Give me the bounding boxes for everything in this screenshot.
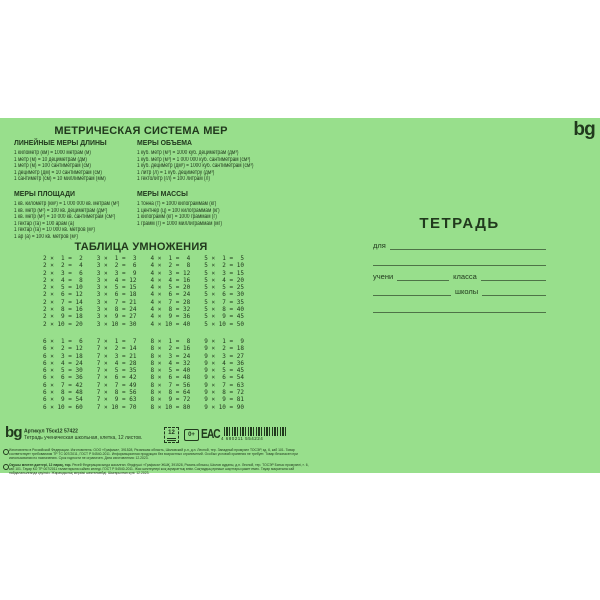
notebook-cover-card	[0, 118, 600, 473]
multiplication-equation: 4 × 4 = 16	[150, 276, 191, 284]
multiplication-equation: 9 × 10 = 90	[204, 403, 244, 411]
multiplication-equation: 2 × 2 = 4	[43, 262, 83, 270]
write-in-line	[481, 271, 546, 281]
legal-text-kz-wrap	[9, 463, 311, 478]
multiplication-equation: 6 × 6 = 36	[43, 374, 83, 382]
legal-text-ru: Изготовлено в Российской Федерации. Изготовитель: ООО «Графика», 391528, Рязанская область, Шиловский р-н, д.п. Лесной, тер. Западный промузел ТОСЭР, зд. 6, каб 101. Товар соответствует требованиям ТР ТС 007/2011, ГОСТ Р 54540-2011. Информационная продукция без возрастных ограничений. Особых условий хранения не требует. Товар безопасен при использовании по назначению. Срок годности не ограничен. Дата изготовления: 12.2023.	[9, 448, 298, 460]
measure-line: 1 куб. дециметр (дм³) = 1000 куб. сантиметрам (см³)	[137, 163, 254, 169]
write-in-line	[373, 286, 451, 296]
multiplication-equation: 3 × 1 = 3	[96, 255, 137, 262]
multiplication-equation: 5 × 1 = 5	[204, 255, 244, 262]
measure-line: 1 километр (км) = 1000 метрам (м)	[14, 150, 91, 156]
legal-kz-body: Ресей Федерациясында жасалған. Өндіруші: «Графика» ЖШҚ, 391528, Рязань облысы, Шилов ауданы, д.п. Лесной, тер. ТОСЭР Батыс промузелі, ғ. 6, каб 101. Тауар КО ТР 007/2011 талаптарына сәйкес келеді. ГОСТ Р 54540-2011. Жас шектеулері жоқ ақпараттық өнім. Сақтаудың ерекше шарттары қажет емес. Тауар мақсатына сай пайдаланылғанда қауіпсіз. Жарамдылық мерзімі шектелмейді. Шығарылған күні: 12.2023.	[9, 463, 309, 475]
multiplication-equation: 2 × 7 = 14	[43, 298, 83, 306]
multiplication-equation: 7 × 6 = 42	[96, 374, 137, 382]
section-lines	[14, 201, 146, 240]
section-lines	[14, 150, 129, 183]
label-class: класса	[453, 272, 477, 281]
multiplication-equation: 3 × 3 = 9	[96, 269, 137, 277]
barcode-icon	[224, 427, 286, 436]
multiplication-equation: 7 × 9 = 63	[96, 396, 137, 404]
multiplication-equation: 7 × 10 = 70	[96, 403, 137, 411]
multiplication-equation: 7 × 8 = 56	[96, 389, 137, 397]
write-in-line	[397, 271, 449, 281]
brand-logo: bg	[573, 119, 595, 140]
section-title: МЕРЫ ПЛОЩАДИ	[14, 189, 75, 198]
section-lines	[137, 201, 243, 227]
multiplication-equation: 5 × 4 = 20	[204, 276, 244, 284]
multiplication-equation: 6 × 10 = 60	[43, 403, 83, 411]
multiplication-equation: 3 × 10 = 30	[96, 320, 137, 328]
multiplication-equation: 5 × 7 = 35	[204, 298, 244, 306]
multiplication-equation: 9 × 9 = 81	[204, 396, 244, 404]
section-title: ЛИНЕЙНЫЕ МЕРЫ ДЛИНЫ	[14, 138, 107, 147]
multiplication-equation: 8 × 2 = 16	[150, 345, 191, 353]
multiplication-equation: 6 × 3 = 18	[43, 352, 83, 360]
tetrad-title: ТЕТРАДЬ	[419, 215, 500, 232]
legal-text-ru-wrap	[9, 448, 311, 463]
write-in-line	[390, 240, 546, 250]
multiplication-equation: 4 × 10 = 40	[150, 320, 191, 328]
multiplication-equation: 6 × 9 = 54	[43, 396, 83, 404]
multiplication-equation: 2 × 1 = 2	[43, 255, 83, 262]
measure-line: 1 кв. километр (км²) = 1 000 000 кв. метрам (м²)	[14, 201, 120, 207]
multiplication-equation: 3 × 2 = 6	[96, 262, 137, 270]
multiplication-equation: 9 × 7 = 63	[204, 381, 244, 389]
multiplication-equation: 4 × 2 = 8	[150, 262, 191, 270]
multiplication-equation: 9 × 2 = 18	[204, 345, 244, 353]
multiplication-equation: 5 × 9 = 45	[204, 313, 244, 321]
multiplication-equation: 4 × 1 = 4	[150, 255, 191, 262]
barcode-number: 4 680211 554224	[221, 436, 264, 441]
multiplication-equation: 3 × 4 = 12	[96, 276, 137, 284]
measure-line: 1 литр (л) = 1 куб. дециметру (дм³)	[137, 169, 215, 176]
measure-line: 1 ар (а) = 100 кв. метров (м²)	[14, 233, 78, 240]
multiplication-equation: 6 × 7 = 42	[43, 381, 83, 389]
measure-line: 1 сантиметр (см) = 10 миллиметрам (мм)	[14, 176, 106, 182]
age-rating-badge: 0+	[184, 429, 199, 441]
measure-line: 1 килограмм (кг) = 1000 граммам (г)	[137, 214, 217, 220]
multiplication-equation: 6 × 8 = 48	[43, 389, 83, 397]
write-in-line	[482, 286, 546, 296]
tetrad-row-for	[373, 240, 546, 250]
barcode-number-wrap	[221, 436, 291, 442]
tetrad-row-pupil-class	[373, 271, 546, 281]
multiplication-equation: 7 × 1 = 7	[96, 338, 137, 345]
multiplication-equation: 8 × 3 = 24	[150, 352, 191, 360]
multiplication-equation: 4 × 5 = 20	[150, 284, 191, 292]
product-info	[24, 428, 159, 446]
multiplication-equation: 5 × 3 = 15	[204, 269, 244, 277]
measure-line: 1 куб. метр (м³) = 1 000 000 куб. сантиметрам (см³)	[137, 156, 251, 163]
multiplication-column	[204, 338, 244, 411]
measure-line: 1 кв. метр (м²) = 100 кв. дециметрам (дм²)	[14, 207, 108, 214]
label-for: для	[373, 241, 386, 250]
section-volume-measures	[137, 138, 283, 183]
label-pupil: учени	[373, 272, 394, 281]
multiplication-equation: 4 × 7 = 28	[150, 298, 191, 306]
measure-line: 1 грамм (г) = 1000 миллиграммам (мг)	[137, 220, 222, 227]
multiplication-equation: 5 × 10 = 50	[204, 320, 244, 328]
multiplication-column	[204, 255, 244, 328]
legal-kz-lead: Оқушы мектеп дәптері, 12 парақ, тор.	[9, 463, 72, 467]
multiplication-equation: 2 × 6 = 12	[43, 291, 83, 299]
eac-conformity-icon: ЕАС	[201, 426, 220, 441]
write-in-line	[373, 256, 546, 266]
multiplication-equation: 8 × 8 = 64	[150, 389, 191, 397]
brand-logo-small: bg	[5, 424, 22, 441]
multiplication-column	[151, 338, 191, 411]
section-title: МЕРЫ МАССЫ	[137, 189, 188, 198]
multiplication-equation: 8 × 6 = 48	[150, 374, 191, 382]
section-mass-measures	[137, 189, 243, 227]
multiplication-equation: 4 × 3 = 12	[150, 269, 191, 277]
tetrad-row-school	[373, 286, 546, 296]
multiplication-equation: 3 × 7 = 21	[96, 298, 137, 306]
tetrad-row-blank	[373, 256, 546, 266]
measure-line: 1 тонна (т) = 1000 килограммам (кг)	[137, 201, 217, 207]
measure-line: 1 гектолитр (гл) = 100 литрам (л)	[137, 176, 210, 182]
measure-line: 1 куб. метр (м³) = 1000 куб. дециметрам (дм³)	[137, 150, 239, 156]
multiplication-equation: 8 × 9 = 72	[150, 396, 191, 404]
section-area-measures	[14, 189, 146, 240]
multiplication-equation: 6 × 2 = 12	[43, 345, 83, 353]
multiplication-block-6-9	[43, 338, 244, 411]
sheet-count-icon	[164, 427, 179, 443]
multiplication-column	[43, 255, 83, 328]
section-lines	[137, 150, 283, 183]
measure-line: 1 метр (м) = 10 дециметрам (дм)	[14, 156, 87, 163]
multiplication-equation: 4 × 9 = 36	[150, 313, 191, 321]
multiplication-equation: 3 × 6 = 18	[96, 291, 137, 299]
multiplication-column	[151, 255, 191, 328]
legal-text-kz	[9, 463, 311, 475]
multiplication-column	[43, 338, 83, 411]
multiplication-equation: 6 × 5 = 30	[43, 367, 83, 375]
multiplication-equation: 2 × 8 = 16	[43, 306, 83, 314]
multiplication-equation: 5 × 5 = 25	[204, 284, 244, 292]
measure-line: 1 дециметр (дм) = 10 сантиметрам (см)	[14, 169, 102, 176]
measure-line: 1 кв. метр (м²) = 10 000 кв. сантиметрам (см²)	[14, 214, 116, 220]
multiplication-equation: 8 × 7 = 56	[150, 381, 191, 389]
multiplication-equation: 9 × 3 = 27	[204, 352, 244, 360]
multiplication-equation: 9 × 6 = 54	[204, 374, 244, 382]
multiplication-equation: 5 × 6 = 30	[204, 291, 244, 299]
section-linear-measures	[14, 138, 129, 183]
multiplication-table-title: ТАБЛИЦА УМНОЖЕНИЯ	[74, 241, 208, 253]
multiplication-equation: 3 × 8 = 24	[96, 306, 137, 314]
measure-line: 1 гектар (га) = 100 арам (а)	[14, 220, 75, 227]
multiplication-equation: 7 × 7 = 49	[96, 381, 137, 389]
product-description: Тетрадь ученическая школьная, клетка, 12 листов.	[24, 435, 143, 441]
metric-system-title: МЕТРИЧЕСКАЯ СИСТЕМА МЕР	[54, 125, 228, 137]
multiplication-equation: 4 × 8 = 32	[150, 306, 191, 314]
measure-line: 1 центнер (ц) = 100 килограммам (кг)	[137, 207, 220, 214]
sheet-count-value: 12	[168, 429, 175, 436]
multiplication-equation: 8 × 10 = 80	[150, 403, 191, 411]
measure-line: 1 гектар (га) = 10 000 кв. метров (м²)	[14, 227, 95, 233]
multiplication-equation: 7 × 5 = 35	[96, 367, 137, 375]
multiplication-block-2-5	[43, 255, 244, 328]
multiplication-equation: 2 × 9 = 18	[43, 313, 83, 321]
multiplication-equation: 2 × 3 = 6	[43, 269, 83, 277]
multiplication-column	[97, 255, 137, 328]
tetrad-row-blank	[373, 303, 546, 313]
multiplication-equation: 6 × 4 = 24	[43, 359, 83, 367]
artikul-text: Артикул Т5ск12 57422	[24, 428, 78, 434]
measure-line: 1 метр (м) = 100 сантиметрам (см)	[14, 163, 91, 169]
multiplication-equation: 5 × 2 = 10	[204, 262, 244, 270]
multiplication-equation: 2 × 5 = 10	[43, 284, 83, 292]
multiplication-equation: 8 × 5 = 40	[150, 367, 191, 375]
multiplication-equation: 9 × 5 = 45	[204, 367, 244, 375]
label-school: школы	[455, 287, 479, 296]
multiplication-equation: 9 × 1 = 9	[204, 338, 244, 345]
multiplication-equation: 4 × 6 = 24	[150, 291, 191, 299]
ruled-lines-glyph	[167, 437, 176, 441]
multiplication-equation: 9 × 8 = 72	[204, 389, 244, 397]
multiplication-equation: 7 × 4 = 28	[96, 359, 137, 367]
write-in-line	[373, 303, 546, 313]
multiplication-equation: 3 × 5 = 15	[96, 284, 137, 292]
section-title: МЕРЫ ОБЪЕМА	[137, 138, 193, 147]
multiplication-equation: 5 × 8 = 40	[204, 306, 244, 314]
multiplication-equation: 2 × 10 = 20	[43, 320, 83, 328]
multiplication-column	[97, 338, 137, 411]
multiplication-equation: 9 × 4 = 36	[204, 359, 244, 367]
multiplication-equation: 8 × 1 = 8	[150, 338, 191, 345]
multiplication-equation: 7 × 2 = 14	[96, 345, 137, 353]
multiplication-equation: 7 × 3 = 21	[96, 352, 137, 360]
multiplication-equation: 6 × 1 = 6	[43, 338, 83, 345]
multiplication-equation: 2 × 4 = 8	[43, 276, 83, 284]
multiplication-equation: 8 × 4 = 32	[150, 359, 191, 367]
multiplication-equation: 3 × 9 = 27	[96, 313, 137, 321]
